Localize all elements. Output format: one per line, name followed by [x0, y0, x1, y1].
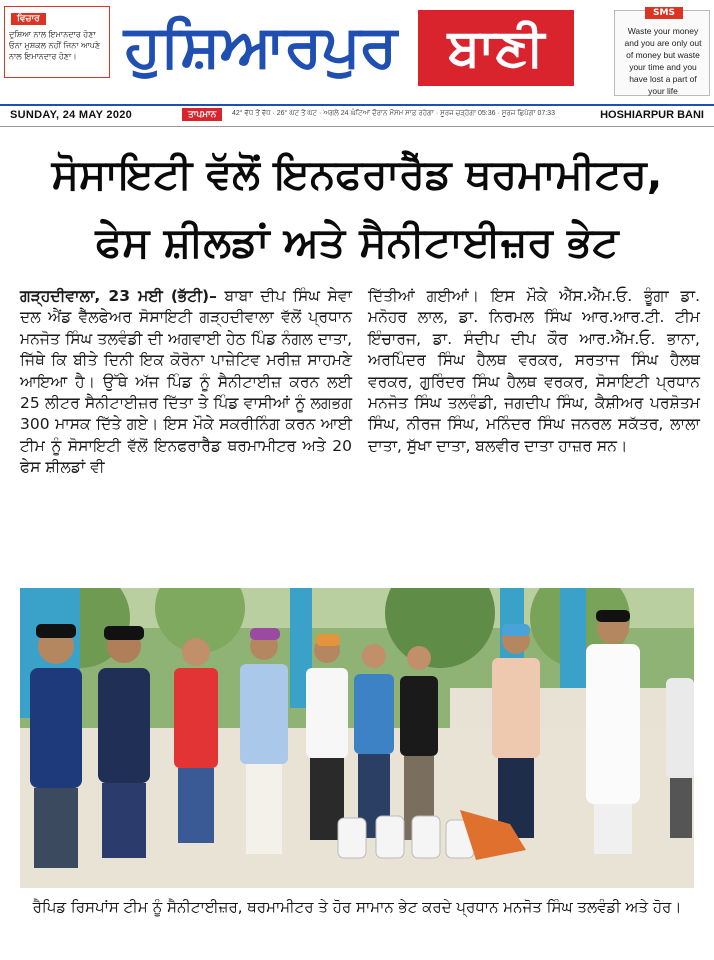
logo-hoshiarpur: ਹੁਸ਼ਿਆਰਪੁਰ	[124, 12, 397, 80]
article-column-2	[368, 286, 700, 457]
article-text-2: ਦਿੱਤੀਆਂ ਗਈਆਂ। ਇਸ ਮੌਕੇ ਐੱਸ.ਐੱਮ.ਓ. ਭੂੰਗਾ ਡਾ. ਮਨੋਹਰ ਲਾਲ, ਡਾ. ਨਿਰਮਲ ਸਿੰਘ ਆਰ.ਆਰ.ਟੀ. ਟੀਮ ਇੰਚਾਰਜ, ਡਾ. ਸੰਦੀਪ ਦੀਪ ਕੌਰ ਆਰ.ਐੱਮ.ਓ. ਭਾਨਾ, ਅਰਪਿੰਦਰ ਸਿੰਘ ਹੈਲਥ ਵਰਕਰ, ਸਰਤਾਜ ਸਿੰਘ ਹੈਲਥ ਵਰਕਰ, ਗੁਰਿੰਦਰ ਸਿੰਘ ਹੈਲਥ ਵਰਕਰ, ਸੋਸਾਇਟੀ ਪ੍ਰਧਾਨ ਮਨਜੋਤ ਸਿੰਘ ਤਲਵੰਡੀ, ਜਗਦੀਪ ਸਿੰਘ, ਕੈਸ਼ੀਅਰ ਪਰਸ਼ੋਤਮ ਸਿੰਘ, ਨੀਰਜ ਸਿੰਘ, ਮਨਿੰਦਰ ਸਿੰਘ ਜਨਰਲ ਸਕੱਤਰ, ਲਾਲਾ ਦਾਤਾ, ਸੁੱਖਾ ਦਾਤਾ, ਬਲਵੀਰ ਦਾਤਾ ਹਾਜ਼ਰ ਸਨ।	[368, 287, 700, 455]
logo-bani: ਬਾਣੀ	[418, 10, 574, 86]
thought-text: ਦੁਸ਼ਿਆ ਨਾਲ ਇਮਾਨਦਾਰ ਹੋਣਾ ਓਨਾ ਮੁਸ਼ਕਲ ਨਹੀਂ ਜਿਨਾ ਆਪਣੇ ਨਾਲ ਇਮਾਨਦਾਰ ਹੋਣਾ।	[9, 30, 101, 61]
weather-tag: ਤਾਪਮਾਨ	[182, 108, 222, 121]
thought-box	[4, 6, 110, 78]
sms-text: Waste your money and you are only out of money but waste your time and you have lost a part of your life	[624, 26, 702, 96]
headline-line-1: ਸੋਸਾਇਟੀ ਵੱਲੋਂ ਇਨਫਰਾਰੈੱਡ ਥਰਮਾਮੀਟਰ,	[51, 150, 663, 198]
sms-box	[614, 10, 710, 96]
photo-caption: ਰੈਪਿਡ ਰਿਸਪਾਂਸ ਟੀਮ ਨੂੰ ਸੈਨੀਟਾਈਜ਼ਰ, ਥਰਮਾਮੀਟਰ ਤੇ ਹੋਰ ਸਾਮਾਨ ਭੇਟ ਕਰਦੇ ਪ੍ਰਧਾਨ ਮਨਜੋਤ ਸਿੰਘ ਤਲਵੰਡੀ ਅਤੇ ਹੋਰ।	[32, 898, 682, 916]
sms-tag: SMS	[645, 7, 683, 19]
news-photo	[20, 588, 694, 888]
article-text-1: ਬਾਬਾ ਦੀਪ ਸਿੰਘ ਸੇਵਾ ਦਲ ਐਂਡ ਵੈੱਲਫੇਅਰ ਸੋਸਾਇਟੀ ਗੜ੍ਹਦੀਵਾਲਾ ਵੱਲੋਂ ਪ੍ਰਧਾਨ ਮਨਜੋਤ ਸਿੰਘ ਤਲਵੰਡੀ ਦੀ ਅਗਵਾਈ ਹੇਠ ਪਿੰਡ ਨੰਗਲ ਦਾਤਾ, ਜਿੱਥੇ ਕਿ ਬੀਤੇ ਦਿਨੀ ਇਕ ਕੋਰੋਨਾ ਪਾਜ਼ੇਟਿਵ ਮਰੀਜ਼ ਸਾਹਮਣੇ ਆਇਆ ਹੈ। ਉੱਥੇ ਅੱਜ ਪਿੰਡ ਨੂੰ ਸੈਨੀਟਾਈਜ਼ ਕਰਨ ਲਈ 25 ਲੀਟਰ ਸੈਨੀਟਾਈਜ਼ਰ ਦਿੱਤਾ ਤੇ ਪਿੰਡ ਵਾਸੀਆਂ ਨੂੰ ਲਗਭਗ 300 ਮਾਸਕ ਦਿੱਤੇ ਗਏ। ਇਸ ਮੌਕੇ ਸਕਰੀਨਿੰਗ ਕਰਨ ਆਈ ਟੀਮ ਨੂੰ ਸੋਸਾਇਟੀ ਵੱਲੋਂ ਇਨਫਰਾਰੈੱਡ ਥਰਮਾਮੀਟਰ ਅਤੇ 20 ਫੇਸ ਸ਼ੀਲਡਾਂ ਵੀ	[20, 287, 352, 477]
headline	[0, 130, 714, 278]
weather-info: 42° ਵੱਧ ਤੋਂ ਵੱਧ · 26° ਘੱਟ ਤੋਂ ਘੱਟ · ਅਗਲੇ 24 ਘੰਟਿਆਂ ਦੌਰਾਨ ਮੌਸਮ ਸਾਫ਼ ਰਹੇਗਾ · ਸੂਰਜ ਚੜ੍ਹੇਗਾ 05:36 · ਸੂਰਜ ਛਿਪੇਗਾ 07:33	[232, 110, 555, 117]
issue-date: SUNDAY, 24 MAY 2020	[10, 109, 133, 121]
headline-line-2: ਫੇਸ ਸ਼ੀਲਡਾਂ ਅਤੇ ਸੈਨੀਟਾਈਜ਼ਰ ਭੇਟ	[95, 218, 619, 266]
newspaper-logo	[118, 4, 580, 94]
masthead	[0, 0, 714, 100]
thought-tag: ਵਿਚਾਰ	[11, 13, 46, 25]
date-strip	[0, 104, 714, 127]
article-column-1	[20, 286, 352, 479]
article-dateline: ਗੜ੍ਹਦੀਵਾਲਾ, 23 ਮਈ (ਭੱਟੀ)–	[20, 287, 217, 305]
group-photo-illustration	[20, 588, 694, 888]
publication-name: HOSHIARPUR BANI	[600, 109, 704, 121]
